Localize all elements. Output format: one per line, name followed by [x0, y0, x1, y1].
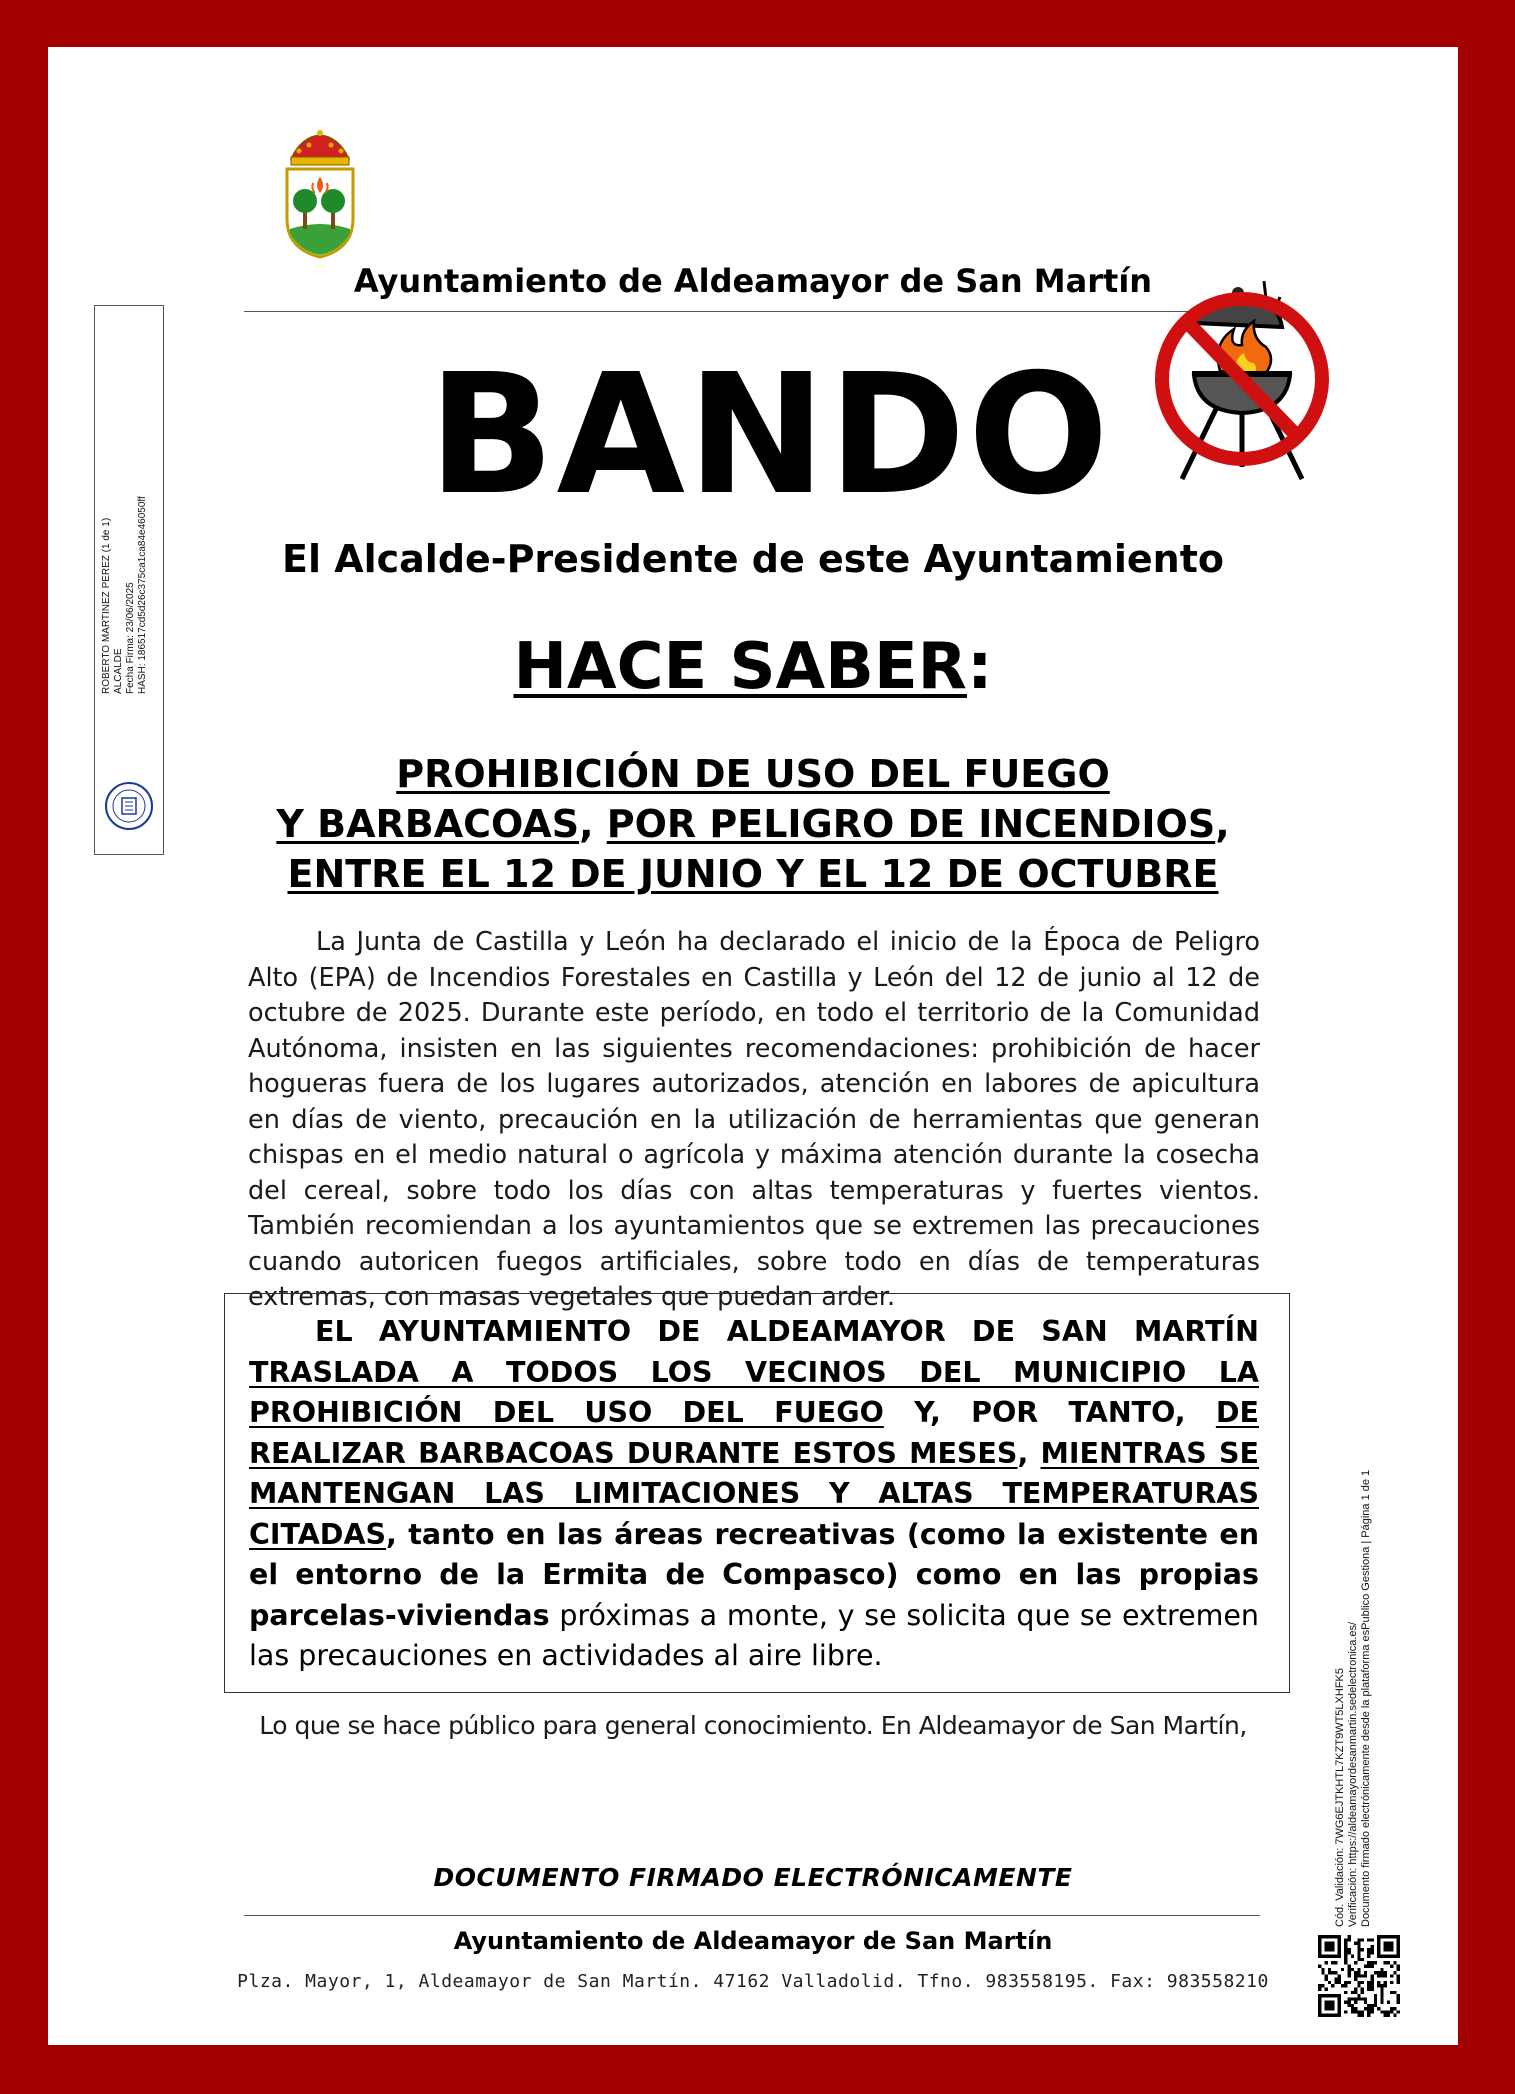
signer-name: ROBERTO MARTINEZ PEREZ (1 de 1) [101, 517, 112, 694]
prohibition-line-3-text: ENTRE EL 12 DE JUNIO Y EL 12 DE OCTUBRE [287, 852, 1219, 896]
prohibition-line-2-end: , [1215, 802, 1230, 846]
notice-part-6: MIENTRAS SE MANTENGAN LAS LIMITACIONES Y ALTAS TEMPERATURAS CITADAS [249, 1436, 1260, 1551]
document-page [48, 47, 1458, 2045]
official-seal-icon [103, 780, 155, 832]
notice-box [224, 1293, 1290, 1693]
signature-hash: HASH: 186517cd5d26c375ca1ca84e46050ff [137, 496, 148, 694]
header-divider [244, 311, 1258, 312]
signer-role: ALCALDE [113, 648, 124, 694]
prohibition-line-1 [48, 752, 1458, 796]
notice-part-7: , tanto en las áreas recreativas (como la existente en el entorno de la Ermita de Compasco) como en las propias parcelas-viviendas [249, 1517, 1259, 1632]
prohibition-line-2b: POR PELIGRO DE INCENDIOS [606, 802, 1216, 846]
intro-paragraph-text: La Junta de Castilla y León ha declarado el inicio de la Época de Peligro Alto (EPA) de Incendios Forestales en Castilla y León del 12 de junio al 12 de octubre de 2025. Durante este período, en todo el territorio de la Comunidad Autónoma, insisten en las siguientes recomendaciones: prohibición de hacer hogueras fuera de los lugares autorizados, atención en labores de apicultura en días de viento, precaución en la utilización de herramientas que generan chispas en el medio natural o agrícola y máxima atención durante la cosecha del cereal, sobre todo los días con altas temperaturas y fuertes vientos. También recomiendan a los ayuntamientos que se extremen las precauciones cuando autoricen fuegos artificiales, sobre todo en días de temperaturas extremas, con masas vegetales que puedan arder. [248, 927, 1260, 1312]
prohibition-line-2-sep: , [579, 802, 607, 846]
hace-saber-colon: : [966, 630, 993, 704]
signature-date: Fecha Firma: 23/06/2025 [125, 582, 136, 694]
signature-box [94, 305, 164, 855]
notice-part-3: Y, POR TANTO, [883, 1396, 1216, 1429]
notice-paragraph [249, 1312, 1259, 1677]
prohibition-line-3 [48, 852, 1458, 896]
bando-subtitle: El Alcalde-Presidente de este Ayuntamiento [281, 537, 1224, 581]
municipal-coat-of-arms-icon [281, 129, 359, 259]
header-title: Ayuntamiento de Aldeamayor de San Martín [353, 262, 1153, 300]
notice-part-5: , [1017, 1436, 1041, 1470]
no-barbecue-fire-icon [1142, 273, 1342, 493]
signed-notice: DOCUMENTO FIRMADO ELECTRÓNICAMENTE [433, 1863, 1073, 1892]
signature-text [101, 314, 148, 694]
footer-divider [244, 1915, 1260, 1916]
footer-title: Ayuntamiento de Aldeamayor de San Martín [453, 1927, 1053, 1955]
platform-note: Documento firmado electrónicamente desde la plataforma esPublico Gestiona | Página 1 de 1 [1360, 1469, 1372, 1927]
notice-part-8: próximas a monte, y se solicita que se extremen las precauciones en actividades al aire libre. [249, 1598, 1259, 1672]
closing-text: Lo que se hace público para general conocimiento. En Aldeamayor de San Martín, [259, 1711, 1247, 1740]
verification-url: Verificación: https://aldeamayordesanmartin.sedelectronica.es/ [1347, 1621, 1359, 1927]
prohibition-line-1-text: PROHIBICIÓN DE USO DEL FUEGO [396, 752, 1110, 796]
verification-text [1334, 1287, 1390, 1927]
qr-code-icon[interactable] [1318, 1935, 1400, 2017]
intro-paragraph [248, 925, 1260, 1316]
prohibition-line-2 [48, 802, 1458, 846]
prohibition-line-2a: Y BARBACOAS [276, 802, 580, 846]
notice-part-4: DE REALIZAR BARBACOAS DURANTE ESTOS MESES [249, 1396, 1259, 1470]
validation-code: Cód. Validación: 7WG6EJTKHTL7KZT9WT5LXHFK5 [1334, 1668, 1346, 1927]
hace-saber-text: HACE SABER [513, 630, 967, 704]
hace-saber-heading [48, 630, 1458, 704]
footer-address: Plza. Mayor, 1, Aldeamayor de San Martín. 47162 Valladolid. Tfno. 983558195. Fax: 983558210 [237, 1971, 1269, 1992]
bando-title: BANDO [428, 339, 1111, 532]
notice-part-2: TRASLADA A TODOS LOS VECINOS DEL MUNICIPIO LA PROHIBICIÓN DEL USO DEL FUEGO [249, 1355, 1259, 1429]
notice-part-1: EL AYUNTAMIENTO DE ALDEAMAYOR DE SAN MARTÍN [315, 1315, 1259, 1348]
